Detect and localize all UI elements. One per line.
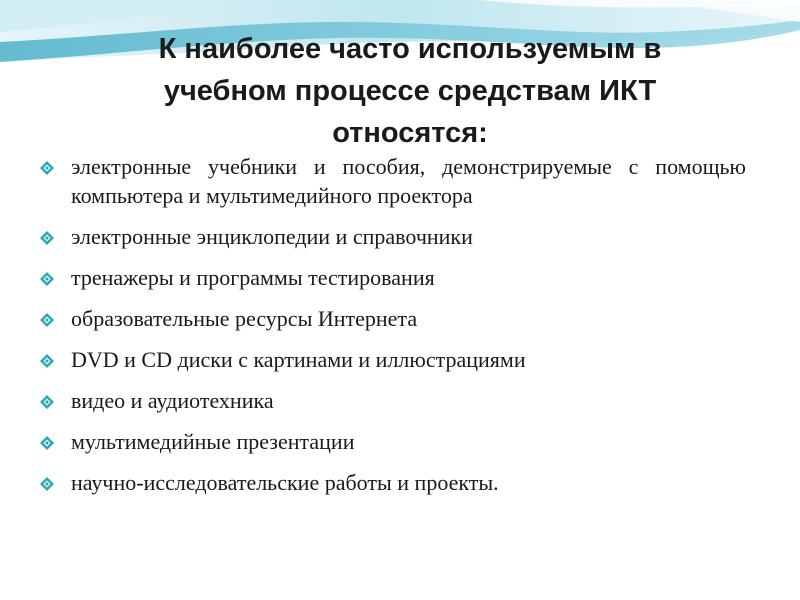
title-line: относятся:: [332, 117, 488, 149]
list-item-text: DVD и CD диски с картинами и иллюстрациями: [71, 347, 526, 372]
teal-diamond-icon: [40, 161, 54, 175]
list-item: [40, 304, 746, 333]
list-item: [40, 427, 746, 456]
list-item: [40, 386, 746, 415]
teal-diamond-icon: [40, 436, 54, 450]
list-item-text: научно-исследовательские работы и проекты.: [71, 470, 499, 495]
teal-diamond-icon: [40, 395, 54, 409]
list-item: [40, 263, 746, 292]
list-item-text: электронные энциклопедии и справочники: [71, 224, 473, 249]
list-item: [40, 468, 746, 497]
list-item-text: мультимедийные презентации: [71, 429, 355, 454]
title-line: учебном процессе средствам ИКТ: [163, 75, 657, 107]
list-item: [40, 222, 746, 251]
list-item: [40, 152, 746, 210]
title-line: К наиболее часто используемым в: [158, 33, 662, 65]
teal-diamond-icon: [40, 477, 54, 491]
slide-title: [60, 28, 760, 154]
list-item-text: электронные учебники и пособия, демонстрируемые с помощью компьютера и мультимедийного проектора: [71, 154, 746, 208]
teal-diamond-icon: [40, 272, 54, 286]
teal-diamond-icon: [40, 354, 54, 368]
teal-diamond-icon: [40, 231, 54, 245]
list-item-text: видео и аудиотехника: [71, 388, 274, 413]
list-item-text: образовательные ресурсы Интернета: [71, 306, 418, 331]
list-item-text: тренажеры и программы тестирования: [71, 265, 435, 290]
ict-tools-list: [40, 152, 746, 509]
list-item: [40, 345, 746, 374]
teal-diamond-icon: [40, 313, 54, 327]
